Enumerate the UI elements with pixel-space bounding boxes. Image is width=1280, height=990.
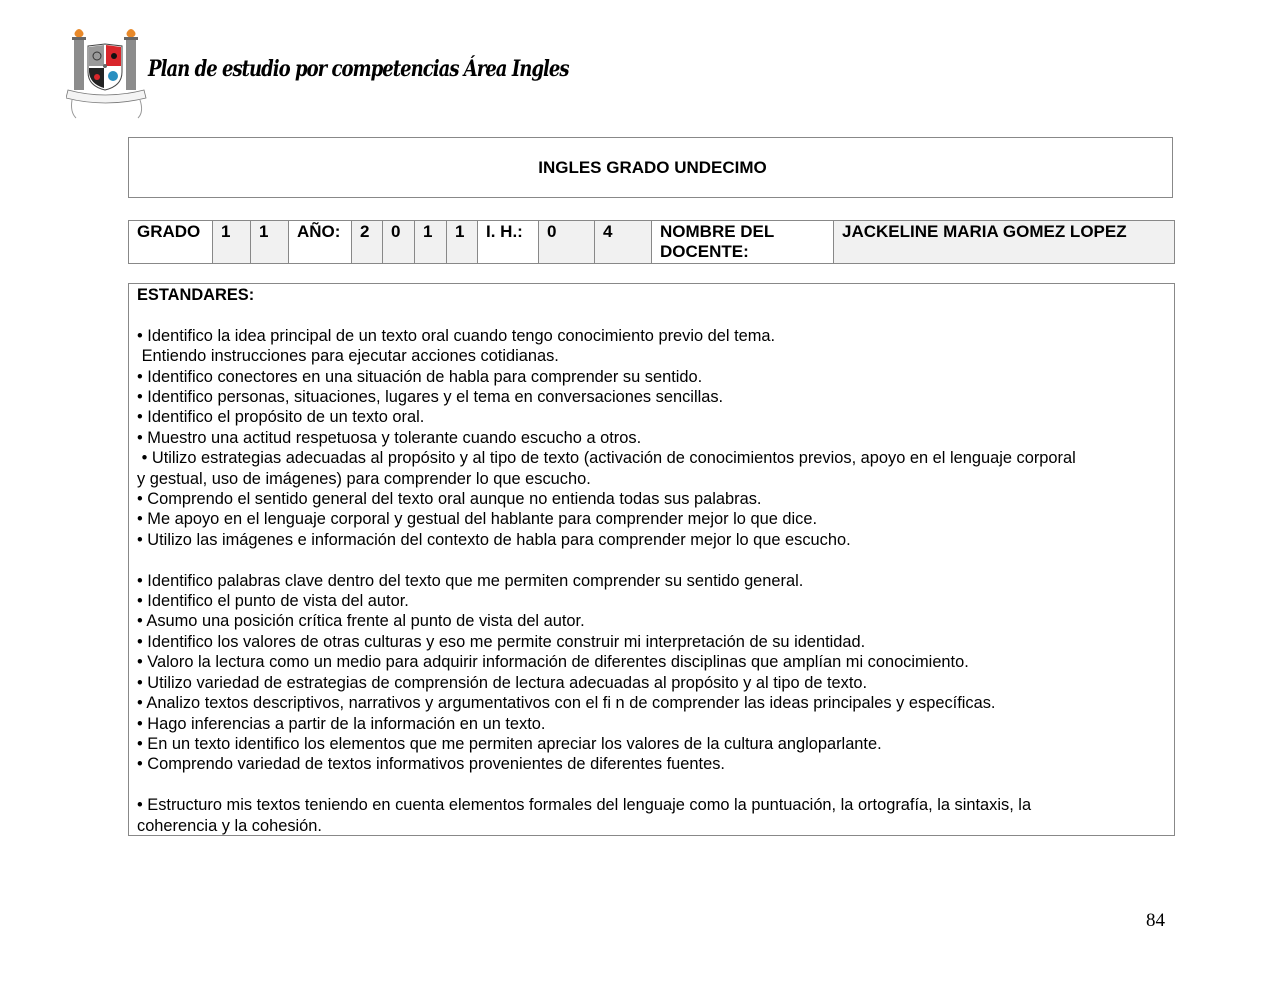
standard-item: • Utilizo variedad de estrategias de comprensión de lectura adecuadas al propósito y al tipo de texto. [137, 673, 868, 692]
standard-item: Entiendo instrucciones para ejecutar acciones cotidianas. [137, 347, 559, 366]
standard-item: • Estructuro mis textos teniendo en cuenta elementos formales del lenguaje como la puntuación, la ortografía, la sintaxis, la [137, 796, 1032, 815]
school-crest-icon [66, 28, 156, 120]
course-title: INGLES GRADO UNDECIMO [538, 157, 767, 177]
anio-digit-2: 0 [383, 221, 415, 264]
course-title-box [128, 137, 1173, 198]
standard-item: • Identifico el punto de vista del autor. [137, 592, 409, 611]
ih-digit-1: 0 [539, 221, 595, 264]
standard-item: • Valoro la lectura como un medio para adquirir información de diferentes disciplinas que amplían mi conocimiento. [137, 653, 969, 672]
standard-item: • Identifico la idea principal de un texto oral cuando tengo conocimiento previo del tema. [137, 326, 776, 345]
blank-line [137, 305, 1166, 325]
ih-digit-2: 4 [595, 221, 652, 264]
estandares-list [137, 305, 1166, 836]
grado-label: GRADO [129, 221, 213, 264]
anio-digit-1: 2 [352, 221, 383, 264]
docente-name: JACKELINE MARIA GOMEZ LOPEZ [834, 221, 1175, 264]
course-info-row [129, 221, 1175, 264]
standard-item: coherencia y la cohesión. [137, 816, 322, 835]
standard-item: • Identifico los valores de otras culturas y eso me permite construir mi interpretación de su identidad. [137, 632, 866, 651]
docente-label: NOMBRE DEL DOCENTE: [652, 221, 834, 264]
standard-item: • Utilizo las imágenes e información del contexto de habla para comprender mejor lo que escucho. [137, 530, 851, 549]
standard-item: • Muestro una actitud respetuosa y tolerante cuando escucho a otros. [137, 428, 642, 447]
document-header-title: Plan de estudio por competencias Área Ingles [148, 56, 569, 82]
standard-item: y gestual, uso de imágenes) para comprender lo que escucho. [137, 469, 591, 488]
blank-line [137, 775, 1166, 795]
standard-item: • Comprendo variedad de textos informativos provenientes de diferentes fuentes. [137, 755, 725, 774]
blank-line [137, 550, 1166, 570]
standard-item: • Hago inferencias a partir de la información en un texto. [137, 714, 546, 733]
grado-digit-2: 1 [251, 221, 289, 264]
anio-digit-3: 1 [415, 221, 447, 264]
standard-item: • Comprendo el sentido general del texto oral aunque no entienda todas sus palabras. [137, 490, 762, 509]
course-info-table [128, 220, 1175, 264]
standard-item: • Asumo una posición crítica frente al punto de vista del autor. [137, 612, 585, 631]
anio-digit-4: 1 [447, 221, 478, 264]
document-header [66, 28, 569, 123]
page-number: 84 [1146, 910, 1165, 931]
standard-item: • Identifico personas, situaciones, lugares y el tema en conversaciones sencillas. [137, 388, 724, 407]
anio-label: AÑO: [289, 221, 352, 264]
grado-digit-1: 1 [213, 221, 251, 264]
estandares-heading: ESTANDARES: [137, 286, 255, 304]
ih-label: I. H.: [478, 221, 539, 264]
standard-item: • Identifico palabras clave dentro del texto que me permiten comprender su sentido general. [137, 571, 804, 590]
standard-item: • Identifico el propósito de un texto oral. [137, 408, 425, 427]
standard-item: • Utilizo estrategias adecuadas al propósito y al tipo de texto (activación de conocimientos previos, apoyo en el lenguaje corporal [137, 449, 1076, 468]
standard-item: • Analizo textos descriptivos, narrativos y argumentativos con el fi n de comprender las ideas principales y específicas. [137, 694, 996, 713]
standard-item: • En un texto identifico los elementos que me permiten apreciar los valores de la cultura angloparlante. [137, 734, 882, 753]
estandares-box [128, 283, 1175, 836]
standard-item: • Identifico conectores en una situación de habla para comprender su sentido. [137, 367, 703, 386]
standard-item: • Me apoyo en el lenguaje corporal y gestual del hablante para comprender mejor lo que dice. [137, 510, 817, 529]
